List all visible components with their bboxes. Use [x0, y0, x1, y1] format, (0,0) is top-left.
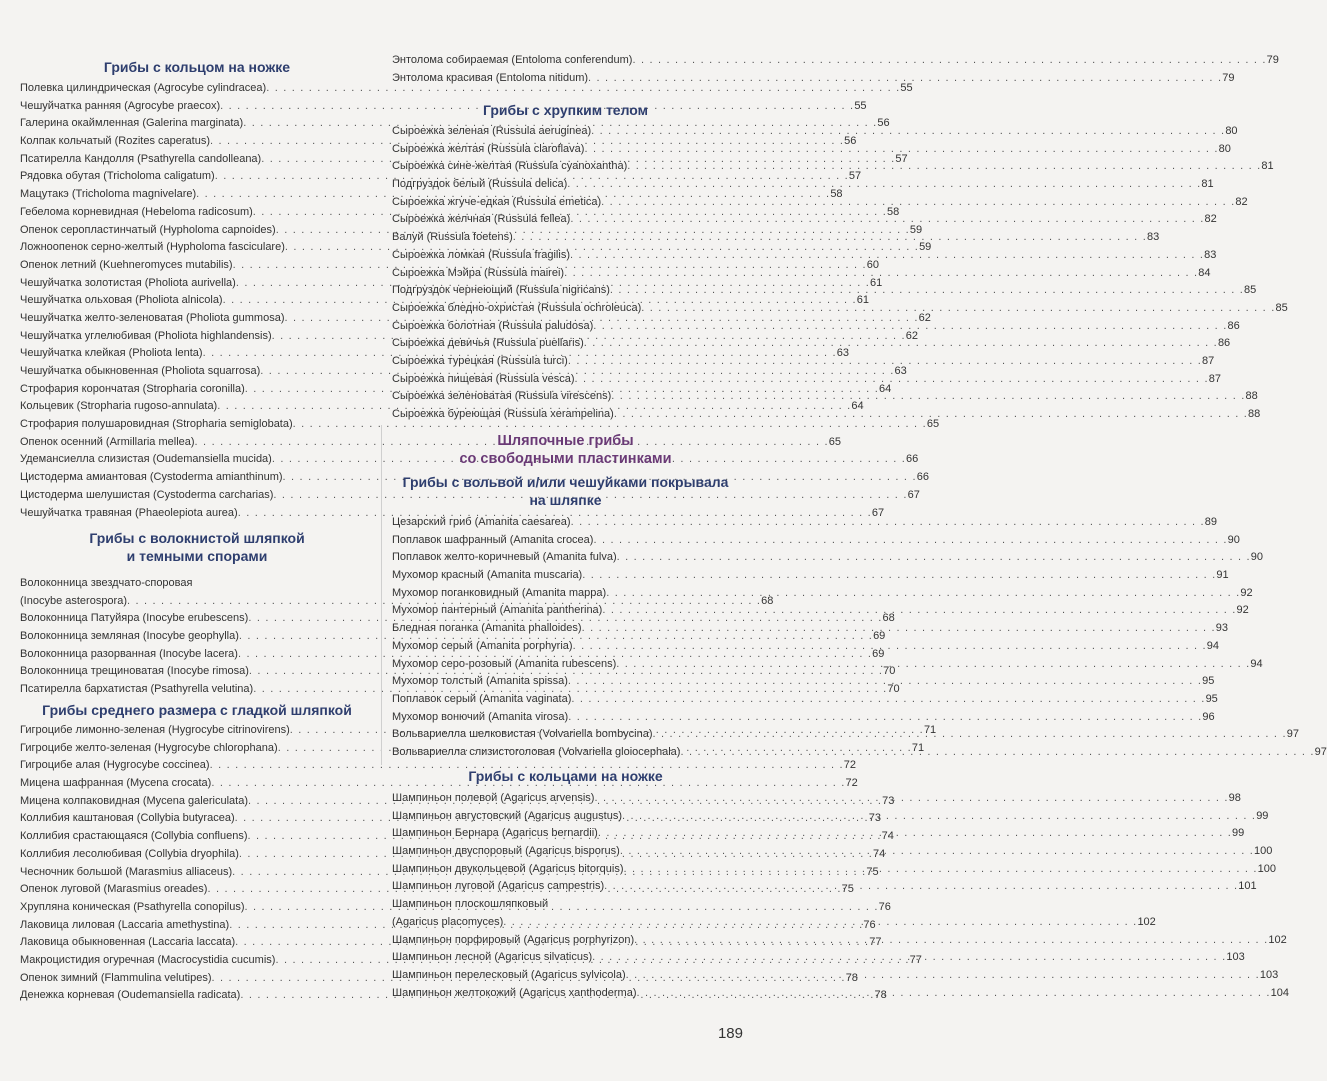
toc-entry-title: Шампиньон луговой (Agaricus campestris) [392, 880, 605, 893]
toc-entry-page: 84 [1198, 266, 1211, 279]
toc-entry-title: Коллибия лесолюбивая (Collybia dryophila) [20, 847, 239, 860]
toc-entry-title: Лаковица обыкновенная (Laccaria laccata) [20, 936, 236, 949]
toc-entry-title: Коллибия срастающаяся (Collybia confluens) [20, 830, 248, 843]
toc-entry-title: Гигроцибе лимонно-зеленая (Hygrocybe citrinovirens) [20, 724, 290, 736]
dot-leader [617, 549, 1251, 567]
toc-entry-page: 63 [894, 365, 907, 377]
toc-entry-page: 64 [851, 400, 864, 413]
toc-entry-title: Чешуйчатка травяная (Phaeolepiota aurea) [20, 506, 238, 519]
toc-entry-page: 61 [856, 294, 870, 307]
section-heading: Грибы с вольвой и/или чешуйками покрывала [402, 474, 729, 490]
toc-entry-title: Гигроцибе желто-зеленая (Hygrocybe chlorophana) [20, 741, 278, 754]
toc-entry [392, 532, 1240, 550]
toc-entry-page: 85 [1275, 301, 1288, 314]
toc-entry-title: Шампиньон перелесковый (Agaricus sylvicola) [392, 968, 626, 981]
toc-entry-title: Вольвариелла слизистоголовая (Volvariella gloiocephala) [392, 745, 681, 758]
dot-leader [620, 843, 1254, 861]
toc-entry-page: 69 [873, 630, 886, 643]
toc-entry-page: 67 [907, 488, 920, 501]
dot-leader [568, 709, 1202, 727]
toc-entry-title: Волоконница земляная (Inocybe geophylla) [20, 630, 239, 643]
toc-entry-page: 90 [1250, 551, 1264, 564]
dot-leader [592, 949, 1226, 967]
toc-entry-title: Макроцистидия огуречная (Macrocystidia cucumis) [20, 953, 276, 966]
toc-entry-page: 86 [1217, 337, 1231, 350]
dot-leader [598, 825, 1232, 843]
dot-leader [606, 585, 1240, 603]
toc-entry-title: Хрупляна коническая (Psathyrella conopilus) [20, 900, 245, 913]
toc-entry-title: Рядовка обутая (Tricholoma caligatum) [20, 170, 215, 183]
toc-entry-page: 72 [843, 759, 856, 772]
toc-entry-title: Шампиньон полевой (Agaricus arvensis) [392, 792, 595, 804]
toc-entry-title: Псатирелла бархатистая (Psathyrella velutina) [20, 683, 254, 696]
toc-entry-page: 70 [883, 665, 896, 678]
dot-leader [571, 514, 1205, 532]
dot-leader [611, 388, 1245, 406]
toc-entry [392, 691, 1218, 709]
toc-entry-page: 58 [830, 188, 843, 201]
dot-leader [610, 282, 1244, 300]
toc-entry-title: Опенок зимний (Flammulina velutipes) [20, 971, 212, 984]
dot-leader [582, 620, 1216, 638]
toc-entry-title: Чешуйчатка желто-зеленоватая (Pholiota gummosa) [20, 311, 285, 324]
toc-entry-page: 79 [1266, 54, 1279, 66]
toc-entry-title: Шампиньон двукольцевой (Agaricus bitorquis) [392, 862, 624, 875]
toc-entry-title: Мухомор поганковидный (Amanita mappa) [392, 586, 607, 599]
toc-entry-page: 66 [916, 471, 929, 484]
toc-entry-title: Шампиньон двуспоровый (Agaricus bisporus) [392, 845, 620, 858]
toc-entry-title: Сыроежка Мэйра (Russula mairei) [392, 266, 565, 279]
toc-entry-page: 93 [1215, 622, 1228, 635]
toc-entry-title: Опенок серопластинчатый (Hypholoma capnoides) [20, 223, 276, 236]
toc-entry-title: Вольвариелла шелковистая (Volvariella bombycina) [392, 728, 653, 741]
toc-entry-title: Сыроежка жгуче-едкая (Russula emetica) [392, 195, 602, 208]
toc-entry-title: Поплавок шафранный (Amanita crocea) [392, 533, 594, 546]
toc-entry-title: Сыроежка девичья (Russula puellaris) [392, 337, 584, 350]
toc-entry-page: 74 [881, 830, 894, 843]
toc-entry-page: 99 [1256, 809, 1269, 822]
toc-entry-title: Гебелома корневидная (Hebeloma radicosum) [20, 205, 253, 218]
toc-entry-title: Опенок осенний (Armillaria mellea) [20, 435, 195, 448]
toc-entry-page: 55 [900, 82, 913, 94]
toc-entry-title: Денежка корневая (Oudemansiella radicata) [20, 989, 241, 1002]
section-heading: Грибы с волокнистой шляпкой [89, 530, 305, 546]
toc-entry-title: Шампиньон плоскошляпковый [392, 898, 549, 911]
dot-leader [637, 985, 1271, 1003]
toc-entry-page: 80 [1225, 125, 1238, 137]
dot-leader [568, 673, 1202, 691]
toc-entry-page: 77 [909, 953, 922, 966]
toc-entry-page: 102 [1268, 933, 1287, 946]
toc-entry-page: 72 [845, 777, 858, 790]
toc-entry-title: Волоконница разорванная (Inocybe lacera) [20, 647, 238, 660]
toc-entry-page: 104 [1270, 986, 1290, 999]
toc-entry-title: Сыроежка зеленая (Russula aeruginea) [392, 125, 592, 137]
toc-entry-page: 101 [1238, 880, 1257, 893]
dot-leader [627, 158, 1261, 176]
dot-leader [653, 726, 1287, 744]
toc-entry-title: Мацутакэ (Tricholoma magnivelare) [20, 188, 197, 201]
toc-entry-title: Цистодерма амиантовая (Cystoderma amianthinum) [20, 471, 283, 484]
toc-entry-title: Лаковица лиловая (Laccaria amethystina) [20, 918, 230, 931]
toc-entry-page: 65 [828, 435, 841, 448]
dot-leader [593, 532, 1227, 550]
dot-leader [614, 406, 1248, 424]
toc-entry-title: Сыроежка зеленоватая (Russula virescens) [392, 390, 612, 403]
toc-entry-page: 69 [872, 647, 885, 660]
section-heading: и темными спорами [126, 548, 268, 564]
toc-entry-page: 81 [1261, 160, 1274, 173]
dot-leader [602, 602, 1236, 620]
dot-leader [594, 790, 1228, 808]
toc-entry-title: Волоконница звездчато-споровая [20, 577, 193, 589]
toc-entry-page: 79 [1222, 71, 1235, 84]
section-heading: Грибы среднего размера с гладкой шляпкой [42, 702, 352, 718]
toc-entry [392, 549, 1264, 567]
dot-leader [634, 932, 1268, 950]
dot-leader [641, 300, 1275, 318]
column-divider [381, 425, 382, 765]
dot-leader [680, 744, 1314, 762]
toc-entry-page: 74 [873, 847, 886, 860]
toc-entry-title: Подгруздок белый (Russula delica) [392, 178, 568, 191]
toc-entry-page: 55 [854, 99, 867, 112]
dot-leader [624, 861, 1258, 879]
toc-entry-title: Мухомор пантерный (Amanita pantherina) [392, 604, 603, 617]
toc-entry-page: 68 [761, 594, 774, 607]
toc-entry-page: 73 [868, 812, 882, 825]
toc-entry-page: 98 [1228, 792, 1241, 804]
toc-entry-page: 56 [844, 135, 857, 148]
toc-entry-page: 97 [1314, 745, 1327, 758]
toc-entry-page: 78 [874, 989, 887, 1002]
toc-entry-title: Валуй (Russula foetens) [392, 231, 513, 244]
dot-leader [570, 211, 1204, 229]
toc-entry-page: 86 [1227, 319, 1240, 332]
toc-entry-page: 61 [870, 276, 883, 289]
dot-leader [567, 176, 1201, 194]
toc-entry-page: 95 [1202, 675, 1215, 688]
dot-leader [593, 318, 1227, 336]
toc-entry-page: 82 [1204, 213, 1217, 226]
section-heading: Грибы с кольцами на ножке [468, 768, 663, 784]
toc-entry-title: Бледная поганка (Amanita phalloides) [392, 622, 582, 635]
toc-entry-page: 94 [1250, 657, 1263, 670]
toc-entry-title: Шампиньон порфировый (Agaricus porphyrizon) [392, 933, 635, 946]
toc-entry-title: Коллибия каштановая (Collybia butyracea) [20, 812, 235, 825]
section-heading: на шляпке [529, 492, 602, 508]
toc-entry-page: 77 [869, 936, 882, 949]
toc-entry-page: 97 [1286, 728, 1299, 741]
toc-entry-page: 68 [882, 612, 895, 625]
toc-entry-page: 83 [1146, 231, 1160, 244]
toc-entry-title: Опенок летний (Kuehneromyces mutabilis) [20, 258, 233, 271]
toc-entry-page: 76 [878, 900, 891, 913]
toc-entry-page: 71 [923, 724, 937, 736]
toc-entry-page: 58 [886, 205, 900, 218]
toc-entry-page: 99 [1232, 827, 1245, 840]
toc-entry-page: 103 [1259, 968, 1279, 981]
toc-entry-title: Удемансиелла слизистая (Oudemansiella mucida) [20, 453, 272, 466]
dot-leader [584, 335, 1218, 353]
toc-entry-page: 88 [1247, 408, 1261, 420]
toc-entry-page: 96 [1202, 710, 1215, 723]
toc-entry-title: Сыроежка буреющая (Russula xerampelina) [392, 408, 614, 420]
toc-entry-page: 100 [1254, 845, 1273, 858]
toc-entry-title: Подгруздок чернеющий (Russula nigricans) [392, 284, 610, 297]
toc-entry-title: Сыроежка пищевая (Russula vesca) [392, 372, 575, 385]
toc-entry-page: 71 [911, 741, 925, 754]
dot-leader [568, 353, 1202, 371]
toc-entry-page: 66 [906, 453, 919, 466]
toc-entry-page: 103 [1226, 951, 1245, 964]
toc-entry-title: Псатирелла Кандолля (Psathyrella candolleana) [20, 152, 262, 165]
toc-entry-page: 56 [877, 117, 890, 130]
toc-entry-page: 75 [841, 883, 854, 896]
dot-leader [604, 878, 1238, 896]
toc-entry-page: 62 [905, 329, 919, 342]
toc-entry-title: Гигроцибе алая (Hygrocybe coccinea) [20, 759, 210, 772]
dot-leader [573, 638, 1207, 656]
toc-entry-title: Волоконница трещиноватая (Inocybe rimosa) [20, 665, 249, 678]
dot-leader [588, 70, 1222, 88]
toc-entry-page: 65 [926, 418, 940, 431]
dot-leader [571, 691, 1205, 709]
toc-entry-title: (Agaricus placomyces) [392, 915, 504, 928]
toc-entry-title: Шампиньон лесной (Agaricus silvaticus) [392, 951, 593, 964]
dot-leader [591, 123, 1225, 141]
toc-entry-title: Строфария полушаровидная (Stropharia semiglobata) [20, 418, 293, 431]
toc-entry-page: 83 [1204, 248, 1217, 261]
toc-entry-page: 63 [836, 347, 850, 360]
toc-entry-page: 78 [845, 971, 858, 984]
toc-entry-title: Мухомор вонючий (Amanita virosa) [392, 710, 569, 723]
toc-entry-page: 92 [1236, 604, 1249, 617]
dot-leader [582, 567, 1216, 585]
toc-entry-title: Цезарский гриб (Amanita caesarea) [392, 516, 571, 528]
toc-entry-title: Мухомор толстый (Amanita spissa) [392, 675, 568, 688]
toc-entry-title: Мицена колпаковидная (Mycena galericulata) [20, 794, 248, 807]
toc-entry-title: Чешуйчатка обыкновенная (Pholiota squarrosa) [20, 365, 261, 377]
toc-entry-title: Чешуйчатка ранняя (Agrocybe praecox) [20, 99, 221, 112]
dot-leader [626, 967, 1260, 985]
toc-entry-page: 100 [1257, 862, 1277, 875]
toc-entry-title: Мухомор красный (Amanita muscaria) [392, 569, 583, 582]
toc-entry [392, 896, 739, 914]
toc-entry-page: 85 [1244, 284, 1257, 297]
dot-leader [192, 575, 374, 593]
toc-entry-page: 88 [1245, 390, 1258, 403]
toc-entry-title: Строфария корончатая (Stropharia coronilla) [20, 382, 245, 395]
toc-entry-title: Волоконница Патуйяра (Inocybe erubescens) [20, 612, 249, 625]
toc-entry-title: Колпак кольчатый (Rozites caperatus) [20, 135, 210, 148]
dot-leader [632, 52, 1266, 70]
dot-leader [513, 229, 1147, 247]
toc-entry-title: Полевка цилиндрическая (Agrocybe cylindracea) [20, 82, 267, 94]
toc-entry-title: Поплавок серый (Amanita vaginata) [392, 692, 572, 705]
toc-entry [20, 575, 374, 593]
toc-entry-title: Энтолома собираемая (Entoloma conferendum) [392, 54, 633, 66]
toc-entry-page: 82 [1235, 195, 1248, 208]
toc-entry-page: 92 [1240, 586, 1253, 599]
toc-entry-page: 76 [863, 918, 876, 931]
toc-entry-page: 70 [887, 683, 900, 696]
toc-entry-page: 90 [1227, 533, 1240, 546]
toc-entry-page: 59 [909, 223, 923, 236]
toc-entry-title: Кольцевик (Stropharia rugoso-annulata) [20, 400, 218, 413]
dot-leader [503, 914, 1137, 932]
toc-entry-title: Сыроежка турецкая (Russula turci) [392, 354, 568, 367]
section-heading: Грибы с хрупким телом [482, 102, 649, 118]
toc-entry [392, 709, 1215, 727]
toc-entry-title: Шампиньон августовский (Agaricus augustus) [392, 809, 623, 822]
toc-entry-list [392, 52, 1279, 87]
toc-entry-title: Поплавок желто-коричневый (Amanita fulva) [392, 551, 617, 564]
dot-leader [601, 194, 1235, 212]
toc-entry-page: 102 [1137, 915, 1156, 928]
toc-entry-page: 57 [848, 170, 862, 183]
toc-entry [20, 80, 913, 98]
toc-entry-page: 91 [1216, 569, 1229, 582]
toc-entry-title: Сыроежка желтая (Russula claroflava) [392, 142, 585, 155]
dot-leader [570, 247, 1204, 265]
toc-entry-title: Сыроежка сине-желтая (Russula cyanoxantha) [392, 160, 628, 173]
page-number: 189 [717, 1025, 743, 1042]
toc-entry [392, 567, 1229, 585]
toc-entry-page: 57 [895, 152, 908, 165]
toc-entry-title: (Inocybe asterospora) [20, 594, 127, 607]
toc-entry-title: Чесночник большой (Marasmius alliaceus) [20, 865, 233, 878]
toc-entry [20, 757, 856, 775]
toc-entry-title: Энтолома красивая (Entoloma nitidum) [392, 71, 589, 84]
dot-leader [548, 896, 739, 914]
toc-entry-title: Шампиньон желтокожий (Agaricus xanthoderma) [392, 986, 637, 999]
toc-entry-title: Сыроежка бледно-охристая (Russula ochroleuca) [392, 301, 642, 314]
dot-leader [564, 265, 1198, 283]
toc-entry-page: 80 [1218, 142, 1231, 155]
toc-entry-page: 64 [878, 382, 892, 395]
toc-entry-page: 95 [1205, 692, 1218, 705]
toc-entry-title: Чешуйчатка клейкая (Pholiota lenta) [20, 347, 203, 360]
toc-entry-page: 60 [866, 258, 880, 271]
toc-entry-title: Сыроежка желчная (Russula fellea) [392, 213, 571, 226]
toc-entry-title: Мухомор серый (Amanita porphyria) [392, 639, 573, 652]
toc-entry-title: Ложноопенок серно-желтый (Hypholoma fasciculare) [20, 241, 285, 254]
toc-entry-title: Мухомор серо-розовый (Amanita rubescens) [392, 657, 617, 670]
toc-entry-title: Шампиньон Бернара (Agaricus bernardii) [392, 827, 598, 840]
dot-leader [616, 656, 1250, 674]
dot-leader [575, 371, 1209, 389]
toc-entry-page: 81 [1201, 178, 1214, 191]
toc-entry [392, 514, 1217, 532]
toc-entry-title: Сыроежка ломкая (Russula fragilis) [392, 248, 570, 261]
section-heading: Грибы с кольцом на ножке [103, 59, 291, 75]
group-heading: со свободными пластинками [459, 451, 672, 467]
toc-entry-page: 75 [866, 865, 879, 878]
toc-entry-title: Чешуйчатка ольховая (Pholiota alnicola) [20, 294, 223, 307]
dot-leader [584, 141, 1218, 159]
toc-entry-page: 59 [919, 241, 932, 254]
toc-entry-title: Мицена шафранная (Mycena crocata) [20, 777, 212, 790]
toc-entry-page: 87 [1202, 354, 1215, 367]
toc-entry-page: 87 [1208, 372, 1221, 385]
toc-entry-title: Цистодерма шелушистая (Cystoderma carcharias) [20, 488, 274, 501]
dot-leader [622, 808, 1256, 826]
toc-entry-title: Опенок луговой (Marasmius oreades) [20, 883, 208, 896]
toc-entry-page: 67 [871, 506, 885, 519]
toc-entry-title: Чешуйчатка углелюбивая (Pholiota highlandensis) [20, 329, 272, 342]
toc-entry-title: Чешуйчатка золотистая (Pholiota aurivella) [20, 276, 236, 289]
toc-entry-title: Галерина окаймленная (Galerina marginata) [20, 117, 244, 130]
toc-entry [392, 52, 1279, 70]
toc-entry-page: 94 [1206, 639, 1219, 652]
toc-entry-page: 62 [918, 311, 931, 324]
toc-entry-page: 89 [1204, 516, 1217, 528]
toc-entry [20, 416, 940, 434]
toc-entry-page: 73 [882, 794, 895, 807]
toc-entry-title: Сыроежка болотная (Russula paludosa) [392, 319, 594, 332]
group-heading: Шляпочные грибы [497, 433, 634, 449]
